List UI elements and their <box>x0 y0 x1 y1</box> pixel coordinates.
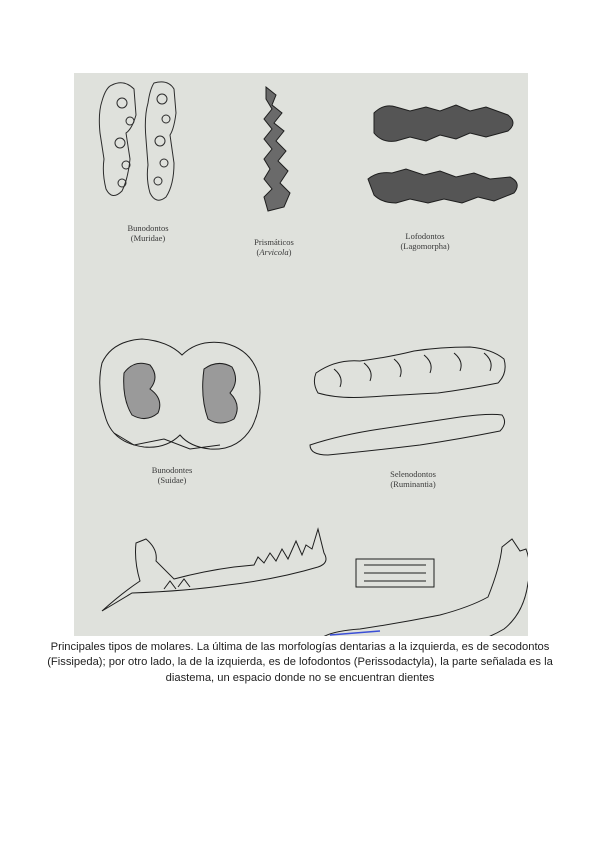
label-prismaticos <box>246 237 302 257</box>
label-bunodontes-suidae-group: (Suidae) <box>157 475 187 485</box>
ruminantia-teeth-drawing <box>310 347 505 455</box>
fissipeda-jaw-drawing <box>102 529 326 611</box>
label-selenodontos-name: Selenodontos <box>390 469 436 479</box>
label-bunodontes-suidae-name: Bunodontes <box>151 465 193 475</box>
figure-caption: Principales tipos de molares. La última de las morfologías dentarias a la izquierda, es de secodontos (Fissipeda); por otro lado, la de la izquierda, es de lofodontos (Perissodactyla), la parte señalada es la diastema, un espacio donde no se encuentran dientes <box>47 641 553 684</box>
figure-plate <box>74 73 528 636</box>
label-prismaticos-name: Prismáticos <box>254 237 294 247</box>
label-selenodontos-group: (Ruminantia) <box>390 479 436 489</box>
label-bunodontos-muridae-name: Bunodontos <box>127 223 169 233</box>
perissodactyla-jaw-drawing <box>319 539 528 636</box>
label-bunodontes-suidae <box>142 465 202 485</box>
lagomorpha-teeth-drawing <box>368 105 517 203</box>
label-lofodontos-name: Lofodontos <box>405 231 445 241</box>
label-prismaticos-open: ( <box>256 247 260 257</box>
molar-illustrations <box>74 73 528 636</box>
muridae-teeth-drawing <box>99 82 176 200</box>
label-prismaticos-close: ) <box>288 247 292 257</box>
label-bunodontos-muridae-group: (Muridae) <box>130 233 166 243</box>
arvicola-teeth-drawing <box>264 87 290 211</box>
label-lofodontos-group: (Lagomorpha) <box>400 241 450 251</box>
label-bunodontos-muridae <box>118 223 178 243</box>
label-selenodontos <box>376 469 450 489</box>
label-prismaticos-group: Arvicola <box>259 247 289 257</box>
suidae-teeth-drawing <box>100 339 260 449</box>
label-lofodontos <box>392 231 458 251</box>
